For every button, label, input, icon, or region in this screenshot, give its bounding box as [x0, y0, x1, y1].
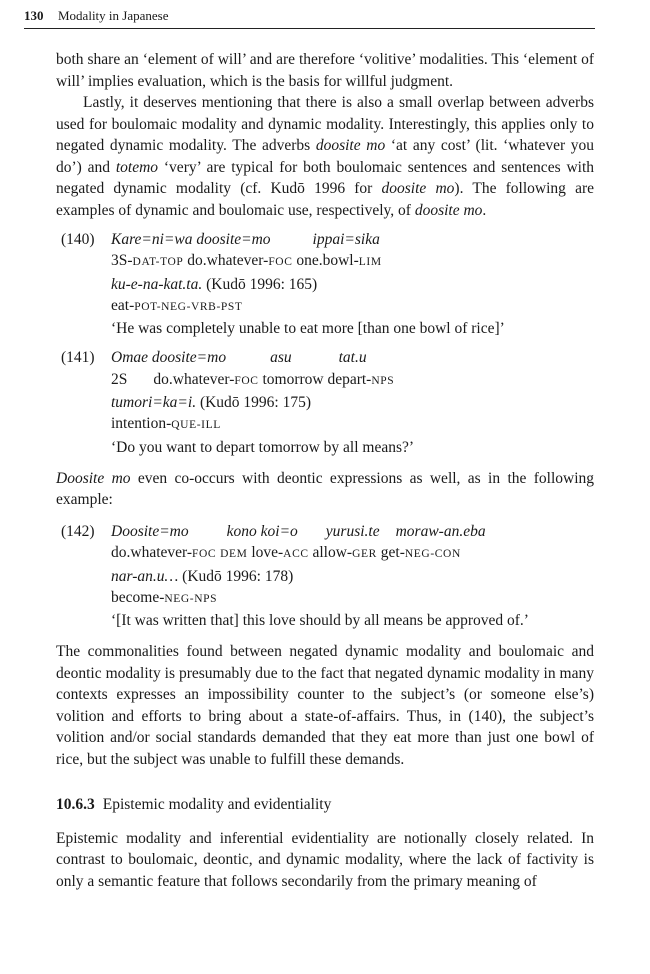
example-line-gloss: 3S-DAT-TOP do.whatever-FOC one.bowl-LIM: [111, 252, 382, 270]
example-translation: ‘[It was written that] this love should by all means be approved of.’: [111, 612, 529, 630]
example-line-japanese: Doosite=mo kono koi=o yurusi.te moraw-an.eba: [111, 522, 486, 540]
text-run: ‘very’ are typical for both boulomaic sentences and sentences with negated dynamic modality (cf. Kudō 1996 for: [56, 158, 594, 197]
example-translation: ‘He was completely unable to eat more [than one bowl of rice]’: [111, 320, 505, 338]
paragraph-4: The commonalities found between negated dynamic modality and boulomaic and deontic modality is presumably due to the fact that negated dynamic modality in many contexts expresses an impossibility counter to the subject’s (or someone else’s) volition and efforts to bring about a state-of-affairs. Thus, in (140), the subject’s volition and/or social standards demanded that they eat more than just one bowl of rice, but the subject was unable to fulfill these demands.: [56, 643, 594, 768]
example-translation: ‘Do you want to depart tomorrow by all means?’: [111, 438, 415, 456]
section-number: 10.6.3: [56, 796, 95, 814]
example-line-gloss: 2S do.whatever-FOC tomorrow depart-NPS: [111, 370, 395, 388]
paragraph-5: Epistemic modality and inferential evidentiality are notionally closely related. In contrast to boulomaic, deontic, and dynamic modality, where the lack of factivity is only a semantic feature that follows secondarily from the primary meaning of: [56, 829, 594, 890]
example-number: (140): [61, 231, 95, 248]
text-run: Lastly, it deserves mentioning that there is also a small overlap between adverbs used for boulomaic modality and dynamic modality. Interestingly, this applies only to negated dynamic modality. The adverbs: [56, 94, 594, 154]
paragraph-3: Doosite mo even co-occurs with deontic expressions as well, as in the following example:: [56, 469, 594, 509]
section-title: Epistemic modality and evidentiality: [102, 796, 332, 814]
text-run: ). The following are examples of dynamic and boulomaic use, respectively, of: [56, 180, 594, 219]
paragraph-2: [56, 92, 594, 221]
example-line-gloss: eat-POT-NEG-VRB-PST: [111, 296, 243, 314]
text-run: ‘at any cost’ (lit. ‘whatever you do’) and: [56, 137, 595, 176]
italic-term: doosite mo: [381, 180, 455, 197]
italic-term: doosite mo: [315, 137, 386, 154]
example-line-gloss: become-NEG-NPS: [111, 588, 218, 606]
example-140: [61, 229, 594, 339]
example-number: (141): [61, 349, 95, 367]
italic-term: totemo: [115, 158, 159, 176]
text-run: .: [482, 201, 487, 219]
example-line-gloss: do.whatever-FOC DEM love-ACC allow-GER get-NEG-CON: [111, 544, 461, 562]
running-title: Modality in Japanese: [58, 8, 169, 23]
example-number: (142): [61, 522, 95, 540]
example-line-japanese: [111, 229, 594, 250]
example-141: [61, 347, 594, 457]
page-body: [56, 49, 594, 892]
example-line-japanese: Omae doosite=mo asu tat.u: [111, 349, 367, 367]
example-line-japanese: nar-an.u… (Kudō 1996: 178): [111, 567, 294, 585]
example-line-gloss: intention-QUE-ILL: [111, 415, 221, 433]
example-142: [61, 521, 594, 631]
running-header: [24, 4, 595, 29]
word: ippai=sika: [312, 231, 380, 248]
word: Kare=ni=wa doosite=mo: [111, 231, 271, 248]
italic-term: doosite mo: [414, 201, 483, 219]
example-line-japanese: ku-e-na-kat.ta. (Kudō 1996: 165): [111, 275, 318, 293]
example-line-japanese: tumori=ka=i. (Kudō 1996: 175): [111, 394, 312, 412]
paragraph-1: both share an ‘element of will’ and are therefore ‘volitive’ modalities. This ‘element of will’ implies evaluation, which is the basis for willful judgment.: [56, 51, 594, 90]
page-number: 130: [24, 8, 44, 23]
section-heading: [56, 794, 594, 816]
